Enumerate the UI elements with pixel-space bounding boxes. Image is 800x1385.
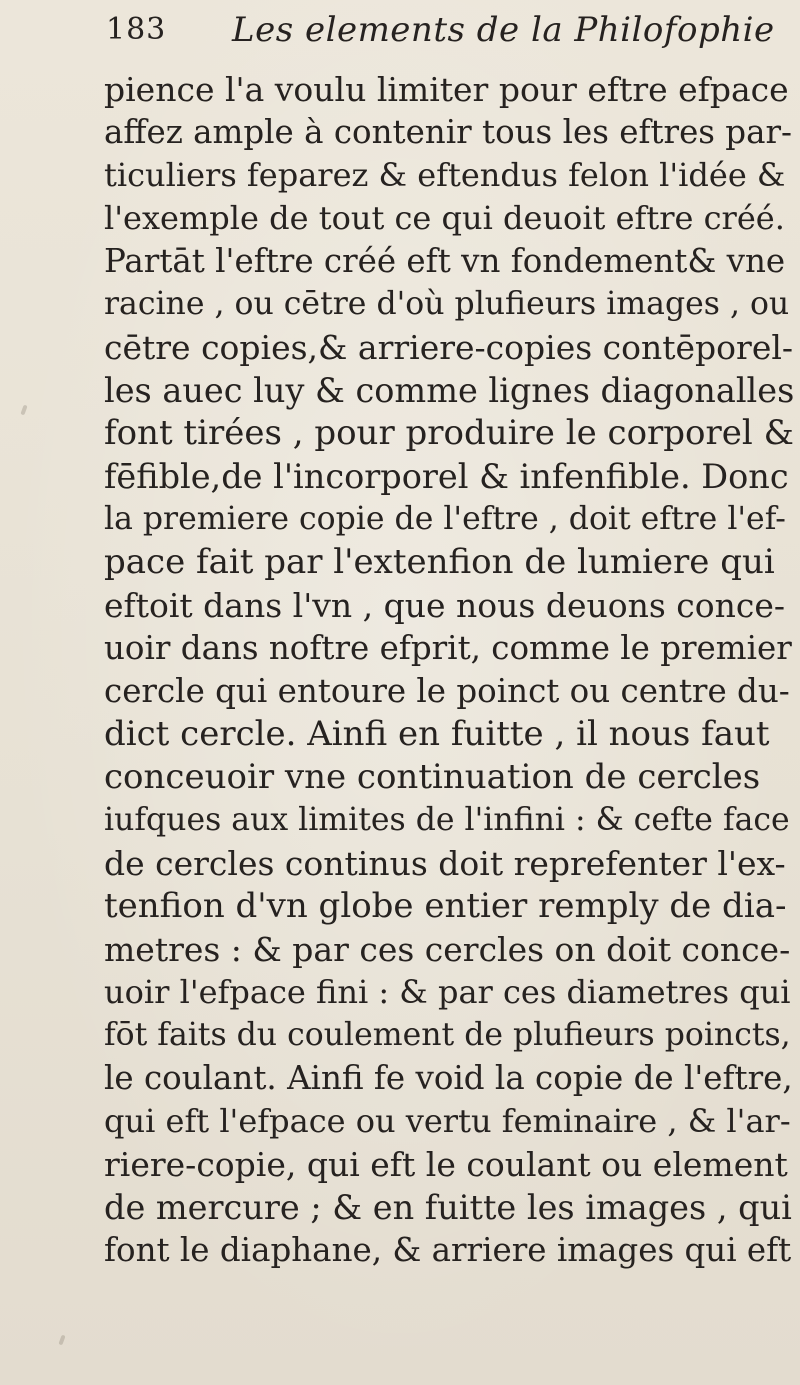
- text-line: fēfible,de l'incorporel & infenfible. Donc: [104, 457, 789, 496]
- text-line: uoir dans noftre efprit, comme le premier: [104, 629, 792, 667]
- text-line: ticuliers feparez & eftendus felon l'idée &: [104, 156, 786, 194]
- text-line: metres : & par ces cercles on doit conce-: [104, 930, 791, 969]
- book-title: Les elements de la Philofophie: [232, 10, 775, 50]
- text-line: iufques aux limites de l'infini : & cefte face: [104, 802, 790, 838]
- running-head: [106, 10, 796, 60]
- text-line: affez ample à contenir tous les eftres par-: [104, 113, 793, 151]
- text-line: riere-copie, qui eft le coulant ou element: [104, 1145, 788, 1184]
- text-line: qui eft l'efpace ou vertu feminaire , & l'ar-: [104, 1102, 791, 1140]
- text-line: conceuoir vne continuation de cercles: [104, 757, 761, 797]
- page-number: 183: [106, 12, 167, 47]
- text-line: fōt faits du coulement de plufieurs poincts,: [104, 1017, 791, 1053]
- text-line: le coulant. Ainfi fe void la copie de l'eftre,: [104, 1059, 793, 1097]
- text-line: uoir l'efpace fini : & par ces diametres qui: [104, 973, 791, 1011]
- text-line: cercle qui entoure le poinct ou centre du-: [104, 672, 790, 710]
- text-line: l'exemple de tout ce qui deuoit eftre créé.: [104, 199, 785, 237]
- paper-speck: [20, 405, 27, 416]
- text-line: les auec luy & comme lignes diagonalles: [104, 371, 795, 410]
- text-line: dict cercle. Ainfi en fuitte , il nous faut: [104, 714, 770, 754]
- text-line: Partāt l'eftre créé eft vn fondement& vne: [104, 242, 786, 280]
- text-line: pience l'a voulu limiter pour eftre efpace: [104, 70, 789, 109]
- paper-speck: [58, 1335, 65, 1346]
- text-line: font le diaphane, & arriere images qui eft: [104, 1231, 792, 1269]
- text-line: de cercles continus doit reprefenter l'ex-: [104, 844, 786, 883]
- text-line: racine , ou cētre d'où plufieurs images , ou: [104, 286, 790, 322]
- text-line: eftoit dans l'vn , que nous deuons conce-: [104, 586, 786, 625]
- text-line: pace fait par l'extenfion de lumiere qui: [104, 542, 775, 582]
- text-line: de mercure ; & en fuitte les images , qui: [104, 1188, 792, 1227]
- body-text: [104, 68, 794, 1272]
- text-line: tenfion d'vn globe entier remply de dia-: [104, 886, 787, 926]
- text-line: font tirées , pour produire le corporel &: [104, 413, 794, 453]
- text-line: la premiere copie de l'eftre , doit eftre l'ef-: [104, 501, 786, 537]
- text-line: cētre copies,& arriere-copies contēporel-: [104, 328, 794, 367]
